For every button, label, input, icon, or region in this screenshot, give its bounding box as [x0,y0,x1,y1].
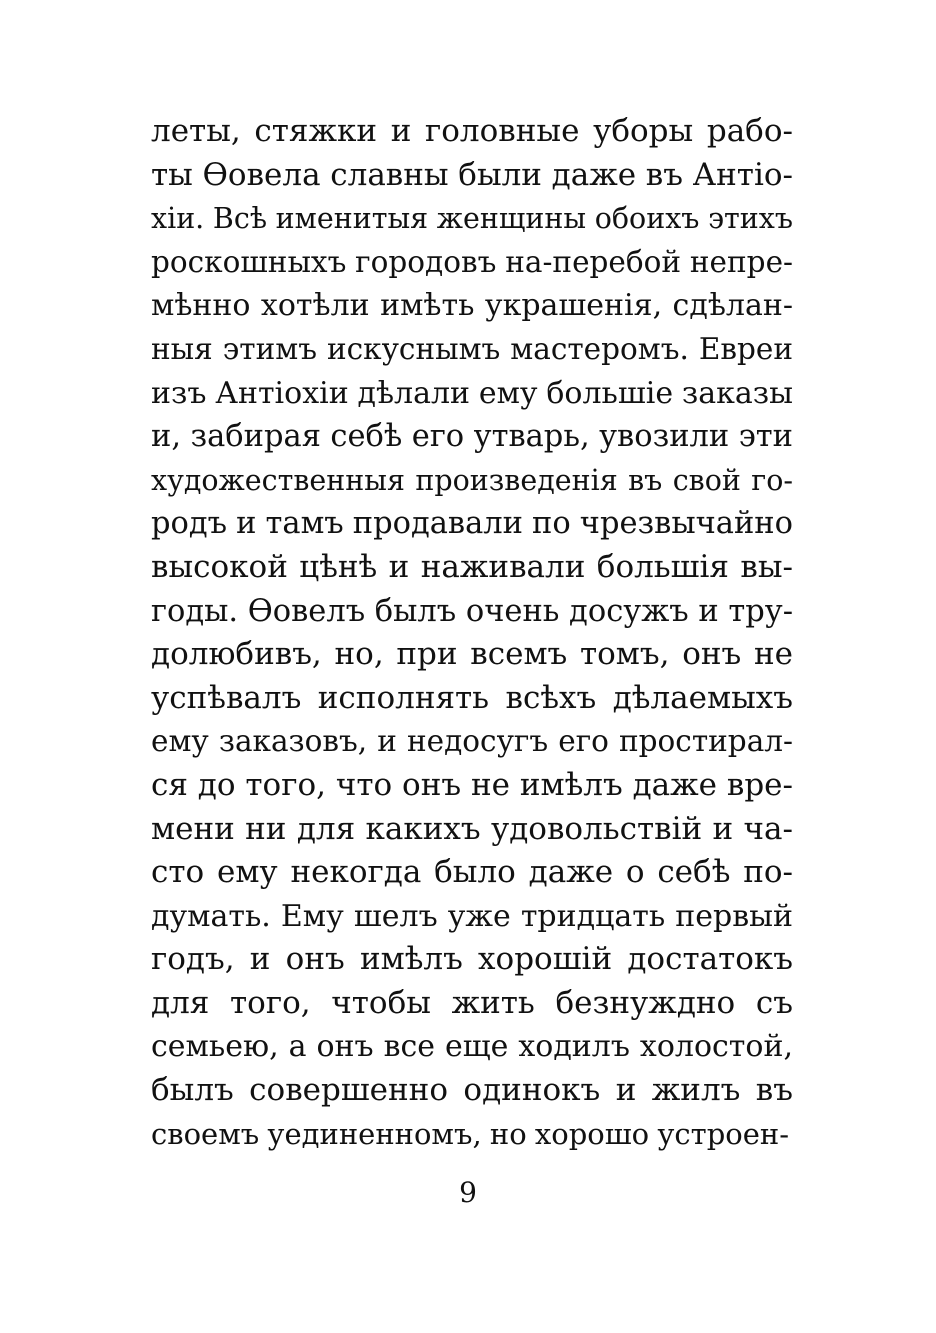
text-line: годы. Ѳовелъ былъ очень досужъ и тру- [151,593,793,629]
text-line: ся до того, что онъ не имѣлъ даже вре- [151,766,793,803]
text-line: ты Ѳовела славны были даже въ Антіо- [151,156,793,193]
text-line: хіи. Всѣ именитыя женщины обоихъ этихъ [151,202,793,236]
text-line: долюбивъ, но, при всемъ томъ, онъ не [151,636,793,673]
text-line: думать. Ему шелъ уже тридцать первый [151,898,793,934]
text-line: успѣвалъ исполнять всѣхъ дѣлаемыхъ [151,679,793,716]
text-line: родъ и тамъ продавали по чрезвычайно [151,506,793,542]
text-line: роскошныхъ городовъ на-перебой непре- [151,244,793,279]
text-line: леты, стяжки и головные уборы рабо- [151,113,793,149]
text-line: и, забирая себѣ его утварь, увозили эти [151,419,793,455]
text-line: сто ему некогда было даже о себѣ по- [151,854,793,891]
text-line: былъ совершенно одинокъ и жилъ въ [151,1072,793,1109]
text-line: художественныя произведенія въ свой го- [151,463,793,497]
text-line: мѣнно хотѣли имѣть украшенія, сдѣлан- [151,288,793,324]
text-line: высокой цѣнѣ и наживали большія вы- [151,548,793,585]
text-line: изъ Антіохіи дѣлали ему большіе заказы [151,375,793,411]
page-number: 9 [459,1176,477,1209]
text-line: ему заказовъ, и недосугъ его простирал- [151,724,793,759]
body-text [151,110,793,1156]
text-line: семьею, а онъ все еще ходилъ холостой, [151,1029,793,1065]
text-line: мени ни для какихъ удовольствій и ча- [151,810,793,847]
text-line: годъ, и онъ имѣлъ хорошій достатокъ [151,941,793,978]
text-line: своемъ уединенномъ, но хорошо устроен- [151,1116,790,1151]
text-line: ныя этимъ искуснымъ мастеромъ. Евреи [151,331,793,366]
text-line: для того, чтобы жить безнуждно съ [151,984,793,1021]
